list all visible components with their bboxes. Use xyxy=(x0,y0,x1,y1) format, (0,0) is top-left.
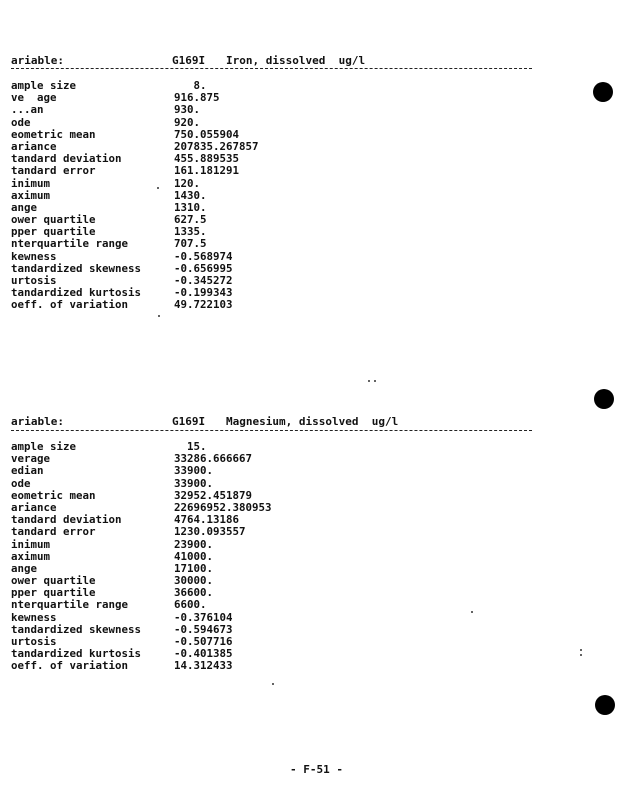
stat-label: tandard deviation xyxy=(11,152,122,166)
stat-label: inimum xyxy=(11,537,51,551)
variable-description: Magnesium, dissolved ug/l xyxy=(226,415,399,428)
stat-label: urtosis xyxy=(11,274,57,287)
stat-label: tandard error xyxy=(11,525,96,539)
scan-speck xyxy=(157,187,159,189)
stat-label: oeff. of variation xyxy=(11,659,129,673)
stat-label: oeff. of variation xyxy=(11,298,129,312)
binder-hole xyxy=(595,695,615,715)
stat-label: ample size xyxy=(11,79,77,92)
binder-hole xyxy=(594,389,614,409)
stat-label: pper quartile xyxy=(11,586,96,600)
stat-label: ariance xyxy=(11,139,57,153)
stat-value: -0.594673 xyxy=(174,622,233,636)
stat-label: inimum xyxy=(11,176,51,190)
stat-value: 4764.13186 xyxy=(174,513,240,527)
variable-label: ariable: xyxy=(11,54,64,67)
stat-value: 1430. xyxy=(174,188,207,202)
stat-value: -0.507716 xyxy=(174,635,233,648)
variable-label: ariable: xyxy=(11,415,64,428)
stat-label: verage xyxy=(11,452,51,466)
stat-label: eometric mean xyxy=(11,127,96,141)
stat-value: -0.345272 xyxy=(174,274,233,287)
stat-label: ariance xyxy=(11,500,57,514)
stat-label: nterquartile range xyxy=(11,237,129,251)
stat-value: 930. xyxy=(174,103,201,117)
stat-value: 207835.267857 xyxy=(174,139,259,153)
stat-value: 41000. xyxy=(174,549,214,563)
stat-label: ower quartile xyxy=(11,213,96,227)
stat-value: 920. xyxy=(174,115,201,129)
stat-value: 49.722103 xyxy=(174,298,233,312)
stat-label: ower quartile xyxy=(11,574,96,588)
stat-value: 36600. xyxy=(174,586,214,600)
scan-speck xyxy=(374,380,376,382)
stat-value: 33900. xyxy=(174,476,214,490)
stat-label: tandardized kurtosis xyxy=(11,286,142,300)
stat-value: 6600. xyxy=(174,598,207,612)
stat-value: 1335. xyxy=(174,225,207,239)
stat-value: 1310. xyxy=(174,200,207,214)
stat-value: 455.889535 xyxy=(174,152,240,166)
variable-code: G169I xyxy=(172,415,206,428)
stat-label: ange xyxy=(11,200,38,214)
stat-label: edian xyxy=(11,464,44,478)
stat-value: 707.5 xyxy=(174,237,207,251)
stat-label: ...an xyxy=(11,103,44,117)
stat-value: -0.401385 xyxy=(174,647,233,661)
scan-speck xyxy=(158,315,160,317)
stat-label: kewness xyxy=(11,249,57,263)
stat-value: 32952.451879 xyxy=(174,488,253,502)
scan-speck xyxy=(272,683,274,685)
stat-value: -0.568974 xyxy=(174,249,233,263)
stat-label: eometric mean xyxy=(11,488,96,502)
stat-label: tandardized skewness xyxy=(11,261,142,275)
stat-value: 627.5 xyxy=(174,213,207,227)
binder-hole xyxy=(593,82,613,102)
scan-speck xyxy=(580,654,582,656)
stat-value: 22696952.380953 xyxy=(174,500,272,514)
stat-value: 750.055904 xyxy=(174,127,240,141)
stat-label: urtosis xyxy=(11,635,57,648)
stat-label: pper quartile xyxy=(11,225,96,239)
stat-label: tandard error xyxy=(11,164,96,178)
stat-value: 916.875 xyxy=(174,91,220,105)
scan-speck xyxy=(368,380,370,382)
page-number: - F-51 - xyxy=(290,763,343,776)
stat-label: aximum xyxy=(11,549,51,563)
scan-speck xyxy=(580,649,582,651)
header-rule xyxy=(11,68,532,69)
stat-label: ve age xyxy=(11,91,57,105)
variable-description: Iron, dissolved ug/l xyxy=(226,54,366,67)
stat-value: -0.656995 xyxy=(174,261,233,275)
stat-value: 23900. xyxy=(174,537,214,551)
stat-value: 33900. xyxy=(174,464,214,478)
stat-label: aximum xyxy=(11,188,51,202)
stat-label: tandardized skewness xyxy=(11,622,142,636)
stat-label: tandard deviation xyxy=(11,513,122,527)
stat-label: ode xyxy=(11,115,31,129)
stat-value: -0.199343 xyxy=(174,286,233,300)
stat-value: 33286.666667 xyxy=(174,452,253,466)
header-rule xyxy=(11,430,532,431)
stat-value: 1230.093557 xyxy=(174,525,246,539)
stat-label: nterquartile range xyxy=(11,598,129,612)
stat-value: 14.312433 xyxy=(174,659,233,673)
stat-value: 15. xyxy=(174,440,207,453)
stat-label: kewness xyxy=(11,610,57,624)
stat-label: ange xyxy=(11,561,38,575)
variable-code: G169I xyxy=(172,54,206,67)
stat-label: ample size xyxy=(11,440,77,453)
stat-value: 30000. xyxy=(174,574,214,588)
stat-label: ode xyxy=(11,476,31,490)
stat-label: tandardized kurtosis xyxy=(11,647,142,661)
stat-value: 161.181291 xyxy=(174,164,240,178)
stat-value: -0.376104 xyxy=(174,610,233,624)
stat-value: 17100. xyxy=(174,561,214,575)
stat-value: 120. xyxy=(174,176,201,190)
scan-speck xyxy=(471,611,473,613)
stat-value: 8. xyxy=(174,79,207,92)
